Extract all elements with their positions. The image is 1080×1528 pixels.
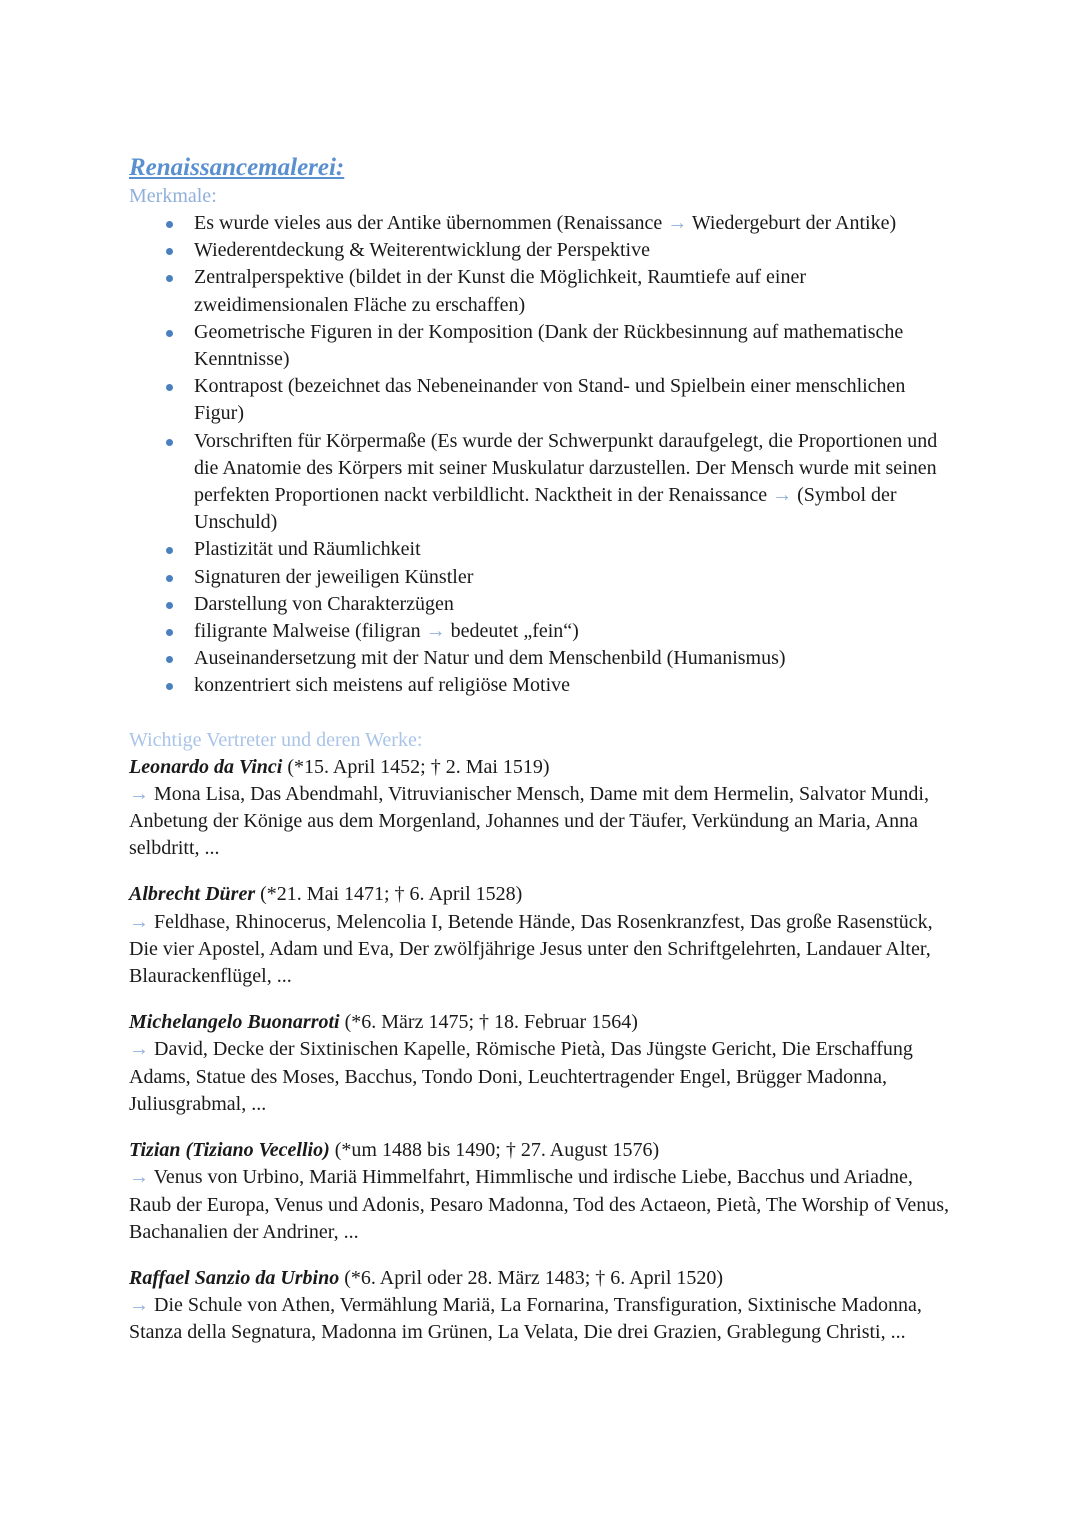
feature-text: Zentralperspektive (bildet in der Kunst die Möglichkeit, Raumtiefe auf einer zweidimensionalen Fläche zu erschaffen) <box>194 266 807 316</box>
works-text: David, Decke der Sixtinischen Kapelle, Römische Pietà, Das Jüngste Gericht, Die Erschaffung Adams, Statue des Moses, Bacchus, Tondo Doni, Leuchtertragender Engel, Brügger Madonna, Juliusgrabmal, ... <box>129 1038 913 1115</box>
feature-text: Plastizität und Räumlichkeit <box>194 538 421 561</box>
feature-text: konzentriert sich meistens auf religiöse Motive <box>194 674 571 697</box>
artist-heading <box>129 1137 959 1164</box>
artist-dates: (*15. April 1452; † 2. Mai 1519) <box>282 755 550 778</box>
artist-heading <box>129 1009 959 1036</box>
feature-text: Kontrapost (bezeichnet das Nebeneinander von Stand- und Spielbein einer menschlichen Figur) <box>194 375 906 425</box>
feature-item <box>129 319 959 373</box>
artist-name: Michelangelo Buonarroti <box>129 1011 340 1034</box>
feature-text: Geometrische Figuren in der Komposition (Dank der Rückbesinnung auf mathematische Kenntnisse) <box>194 320 904 371</box>
artist-entry <box>129 881 959 990</box>
feature-item <box>129 237 959 264</box>
feature-item <box>129 264 959 318</box>
feature-text: Signaturen der jeweiligen Künstler <box>194 565 474 588</box>
artist-heading <box>129 1265 959 1292</box>
artist-dates: (*21. Mai 1471; † 6. April 1528) <box>255 883 523 906</box>
works-text: Mona Lisa, Das Abendmahl, Vitruvianischer Mensch, Dame mit dem Hermelin, Salvator Mundi, Anbetung der Könige aus dem Morgenland, Johannes und der Täufer, Verkündung an Maria, Anna selbdritt, ... <box>129 782 929 860</box>
artist-dates: (*6. April oder 28. März 1483; † 6. April 1520) <box>339 1266 724 1289</box>
feature-item <box>129 428 959 537</box>
arrow-icon: → <box>129 782 149 805</box>
section-spacer <box>129 700 959 727</box>
artist-heading <box>129 754 959 781</box>
feature-item <box>129 618 959 645</box>
arrow-icon: → <box>129 910 149 933</box>
artist-entry <box>129 1137 959 1246</box>
arrow-icon: → <box>425 620 446 643</box>
page-title: Renaissancemalerei: <box>129 154 345 181</box>
arrow-icon: → <box>667 212 688 234</box>
artists-heading: Wichtige Vertreter und deren Werke: <box>129 728 423 751</box>
artist-name: Leonardo da Vinci <box>129 755 283 778</box>
feature-item <box>129 672 959 699</box>
artist-heading <box>129 881 959 908</box>
feature-text: Darstellung von Charakterzügen <box>194 592 454 615</box>
artist-name: Albrecht Dürer <box>129 883 256 906</box>
artist-works <box>129 909 959 991</box>
arrow-icon: → <box>129 1038 149 1061</box>
features-heading: Merkmale: <box>129 185 217 207</box>
feature-text: Auseinandersetzung mit der Natur und dem Menschenbild (Humanismus) <box>194 647 786 670</box>
artist-name: Tizian (Tiziano Vecellio) <box>129 1139 330 1162</box>
feature-text: (Symbol der Unschuld) <box>194 484 897 534</box>
document-page <box>129 153 959 1366</box>
feature-text: bedeutet „fein“) <box>445 620 579 643</box>
feature-item <box>129 591 959 618</box>
artist-works <box>129 1036 959 1118</box>
features-list <box>129 210 959 700</box>
artist-dates: (*6. März 1475; † 18. Februar 1564) <box>339 1011 638 1034</box>
feature-text: Wiederentdeckung & Weiterentwicklung der Perspektive <box>194 239 650 262</box>
feature-text: Vorschriften für Körpermaße (Es wurde der Schwerpunkt daraufgelegt, die Proportionen und die Anatomie des Körpers mit seiner Muskulatur darzustellen. Der Mensch wurde mit seinen perfekten Proportionen nackt verbildlicht. Nacktheit in der Renaissance <box>194 429 938 507</box>
feature-item <box>129 536 959 563</box>
artist-name: Raffael Sanzio da Urbino <box>129 1266 340 1289</box>
works-text: Venus von Urbino, Mariä Himmelfahrt, Himmlische und irdische Liebe, Bacchus und Ariadne, Raub der Europa, Venus und Adonis, Pesaro Madonna, Tod des Actaeon, Pietà, The Worship of Venus, Bachanalien der Andriner, ... <box>129 1166 950 1243</box>
arrow-icon: → <box>129 1166 149 1189</box>
works-text: Die Schule von Athen, Vermählung Mariä, La Fornarina, Transfiguration, Sixtinische Madonna, Stanza della Segnatura, Madonna im Grünen, La Velata, Die drei Grazien, Grablegung Christi, ... <box>129 1294 922 1344</box>
artist-entry <box>129 1009 959 1118</box>
arrow-icon: → <box>772 484 793 507</box>
feature-item <box>129 564 959 591</box>
feature-item <box>129 210 959 237</box>
feature-item <box>129 373 959 427</box>
feature-text: Es wurde vieles aus der Antike übernommen (Renaissance <box>194 212 668 234</box>
arrow-icon: → <box>129 1294 149 1317</box>
feature-item <box>129 645 959 672</box>
works-text: Feldhase, Rhinocerus, Melencolia I, Betende Hände, Das Rosenkranzfest, Das große Rasenstück, Die vier Apostel, Adam und Eva, Der zwölfjährige Jesus unter den Schriftgelehrten, Landauer Alter, Blaurackenflügel, ... <box>129 910 933 988</box>
artist-works <box>129 1292 959 1346</box>
artist-works <box>129 781 959 863</box>
artist-entry <box>129 1265 959 1347</box>
feature-text: filigrante Malweise (filigran <box>194 620 426 643</box>
artists-list <box>129 754 959 1347</box>
artist-dates: (*um 1488 bis 1490; † 27. August 1576) <box>329 1139 660 1162</box>
artist-entry <box>129 754 959 863</box>
feature-text: Wiedergeburt der Antike) <box>687 212 897 234</box>
artist-works <box>129 1164 959 1246</box>
